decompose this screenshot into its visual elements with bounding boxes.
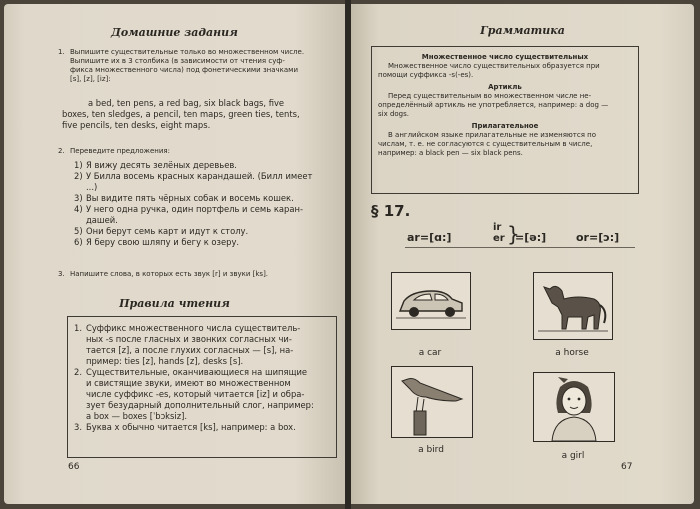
car-icon [392,273,470,329]
page-right [351,4,694,504]
exercise-1-words: a bed, ten pens, a red bag, six black bags, five boxes, ten sledges, a pencil, ten maps, green ties, tents, five pencils, ten desks, eight maps. [62,98,300,130]
page-number-right: 67 [621,462,633,472]
list-item: 5) Они берут семь карт и идут к столу. [74,226,249,236]
list-item: 1. Суффикс множественного числа существитель- ных -s после гласных и звонких согласных чи- тается [z], а после глухих согласных — [s], на- пример: ties [z], hands [z], desks [s]. [74,323,301,366]
brace-icon: } [507,222,520,246]
exercise-2-items [74,160,338,248]
phonetic-ir-er: ir er [493,222,505,244]
section-number: § 17. [371,202,411,220]
horse-image [533,272,613,340]
reading-rules-title: Правила чтения [119,297,230,310]
caption-bird: a bird [418,445,444,455]
phonetic-underline [405,247,635,248]
list-item: дашей. [86,215,118,225]
phonetic-ar: ar=[ɑ:] [407,231,452,244]
grammar-title: Грамматика [480,24,565,37]
phonetic-or: or=[ɔ:] [576,231,620,244]
list-item: 1) Я вижу десять зелёных деревьев. [74,160,237,170]
caption-horse: a horse [555,348,589,358]
grammar-box: Множественное число существительных Множественное число существительных образуется при помощи суффикса -s(-es). Артикль Перед существительным во множественном числе не- определённый артикль не употребляется, например: a dog — six dogs. Прилагательное В английском языке прилагательные не изменяются по числам, т. е. не согласуются с существительным в числе, например: a black pen — six black pens. [371,46,639,194]
exercise-3: 3. Напишите слова, в которых есть звук [r] и звуки [ks]. [58,270,269,278]
exercise-1: 1. Выпишите существительные только во множественном числе. Выпишите их в 3 столбика (в зависимости от чтения суф- фикса множественного числа) под фонетическими значками [s], [z], [iz]: [58,48,305,83]
girl-image [533,372,615,442]
list-item: 4) У него одна ручка, один портфель и семь каран- [74,204,303,214]
list-item: ...) [86,182,98,192]
list-item: 6) Я беру свою шляпу и бегу к озеру. [74,237,240,247]
list-item: 2) У Билла восемь красных карандашей. (Билл имеет [74,171,313,181]
page-left [4,4,345,504]
reading-rules-box [67,316,337,458]
page-number-left: 66 [68,462,80,472]
horse-icon [534,273,612,339]
homework-title: Домашние задания [111,26,238,39]
list-item: 2. Существительные, оканчивающиеся на шипящие и свистящие звуки, имеют во множественном числе суффикс -es, который читается [iz] и обра- зует безударный дополнительный слог, например: a box — boxes [ˈbɔksiz]. [74,367,314,421]
caption-girl: a girl [561,451,585,461]
girl-icon [534,373,614,441]
caption-car: a car [418,348,442,358]
list-item: 3) Вы видите пять чёрных собак и восемь кошек. [74,193,294,203]
list-item: 3. Буква x обычно читается [ks], например: a box. [74,422,296,432]
bird-icon [392,367,472,437]
phonetic-ir-er-sound: =[ə:] [515,231,547,244]
exercise-2-intro: 2. Переведите предложения: [58,147,170,155]
bird-image [391,366,473,438]
car-image [391,272,471,330]
